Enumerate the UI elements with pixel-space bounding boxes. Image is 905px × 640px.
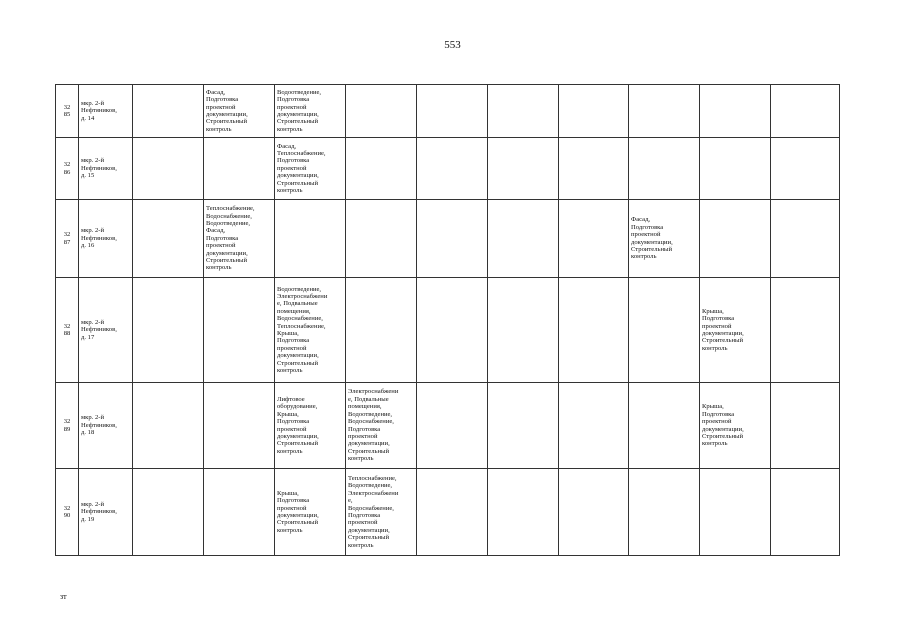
work-cell: Фасад, Подготовка проектной документации, Строительный контроль xyxy=(629,200,700,278)
work-cell xyxy=(346,85,417,138)
work-cell xyxy=(629,383,700,469)
row-number-cell: 32 88 xyxy=(56,278,79,383)
work-cell xyxy=(771,469,840,556)
work-cell xyxy=(488,85,559,138)
work-cell xyxy=(488,278,559,383)
work-cell xyxy=(204,469,275,556)
work-cell xyxy=(700,138,771,200)
row-number-cell: 32 89 xyxy=(56,383,79,469)
work-cell xyxy=(629,278,700,383)
work-cell xyxy=(559,469,629,556)
work-cell xyxy=(275,200,346,278)
work-cell xyxy=(700,85,771,138)
address-cell: мкр. 2-й Нефтяников, д. 18 xyxy=(79,383,133,469)
work-cell: Водоотведение, Электроснабжени е, Подвальные помещения, Водоснабжение, Теплоснабжение, Крыша, Подготовка проектной документации, Строительный контроль xyxy=(275,278,346,383)
work-cell xyxy=(417,383,488,469)
address-cell: мкр. 2-й Нефтяников, д. 16 xyxy=(79,200,133,278)
work-cell xyxy=(559,278,629,383)
work-cell xyxy=(133,85,204,138)
work-cell xyxy=(488,200,559,278)
row-number-cell: 32 87 xyxy=(56,200,79,278)
work-cell xyxy=(629,469,700,556)
table-row xyxy=(56,278,840,383)
work-cell xyxy=(346,278,417,383)
work-cell xyxy=(700,469,771,556)
work-cell: Крыша, Подготовка проектной документации, Строительный контроль xyxy=(275,469,346,556)
work-cell xyxy=(559,85,629,138)
address-cell: мкр. 2-й Нефтяников, д. 15 xyxy=(79,138,133,200)
work-cell xyxy=(346,200,417,278)
address-cell: мкр. 2-й Нефтяников, д. 14 xyxy=(79,85,133,138)
work-cell xyxy=(417,469,488,556)
work-cell xyxy=(771,200,840,278)
table-row xyxy=(56,85,840,138)
work-cell: Теплоснабжение, Водоснабжение, Водоотведение, Фасад, Подготовка проектной документации, Строительный контроль xyxy=(204,200,275,278)
address-cell: мкр. 2-й Нефтяников, д. 17 xyxy=(79,278,133,383)
work-cell xyxy=(629,85,700,138)
table-row xyxy=(56,469,840,556)
work-cell xyxy=(700,200,771,278)
work-cell xyxy=(771,383,840,469)
work-cell xyxy=(417,85,488,138)
work-cell xyxy=(771,85,840,138)
capital-repair-schedule-table xyxy=(55,84,840,556)
work-cell xyxy=(559,138,629,200)
work-cell xyxy=(346,138,417,200)
work-cell xyxy=(417,278,488,383)
work-cell: Фасад, Теплоснабжение, Подготовка проектной документации, Строительный контроль xyxy=(275,138,346,200)
work-cell: Крыша, Подготовка проектной документации, Строительный контроль xyxy=(700,278,771,383)
work-cell xyxy=(488,138,559,200)
work-cell xyxy=(133,278,204,383)
work-cell: Лифтовое оборудование, Крыша, Подготовка проектной документации, Строительный контроль xyxy=(275,383,346,469)
work-cell: Теплоснабжение, Водоотведение, Электроснабжени е, Водоснабжение, Подготовка проектной документации, Строительный контроль xyxy=(346,469,417,556)
work-cell xyxy=(133,200,204,278)
work-cell xyxy=(771,138,840,200)
work-cell: Крыша, Подготовка проектной документации, Строительный контроль xyxy=(700,383,771,469)
work-cell xyxy=(204,383,275,469)
work-cell xyxy=(204,138,275,200)
work-cell xyxy=(488,383,559,469)
work-cell xyxy=(488,469,559,556)
work-cell xyxy=(417,200,488,278)
work-cell xyxy=(559,200,629,278)
table-row xyxy=(56,383,840,469)
work-cell: Электроснабжени е, Подвальные помещения, Водоотведение, Водоснабжение, Подготовка проектной документации, Строительный контроль xyxy=(346,383,417,469)
work-cell: Водоотведение, Подготовка проектной документации, Строительный контроль xyxy=(275,85,346,138)
row-number-cell: 32 86 xyxy=(56,138,79,200)
work-cell xyxy=(133,469,204,556)
table-row xyxy=(56,200,840,278)
page-number: 553 xyxy=(444,39,461,51)
work-cell: Фасад, Подготовка проектной документации, Строительный контроль xyxy=(204,85,275,138)
work-cell xyxy=(133,138,204,200)
work-cell xyxy=(559,383,629,469)
footer-mark: зт xyxy=(60,592,67,601)
address-cell: мкр. 2-й Нефтяников, д. 19 xyxy=(79,469,133,556)
work-cell xyxy=(204,278,275,383)
row-number-cell: 32 85 xyxy=(56,85,79,138)
work-cell xyxy=(417,138,488,200)
work-cell xyxy=(629,138,700,200)
work-cell xyxy=(771,278,840,383)
row-number-cell: 32 90 xyxy=(56,469,79,556)
work-cell xyxy=(133,383,204,469)
table-row xyxy=(56,138,840,200)
